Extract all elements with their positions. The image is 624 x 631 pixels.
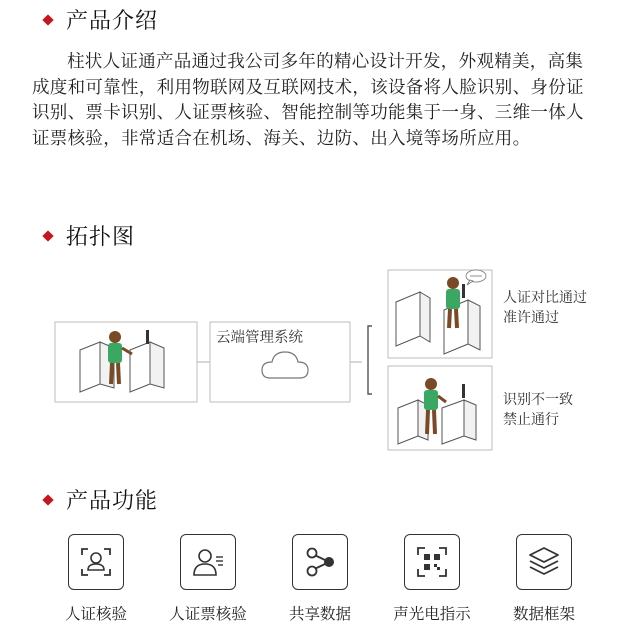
- feature-label: 共享数据: [288, 605, 351, 623]
- intro-paragraph: 柱状人证通产品通过我公司多年的精心设计开发，外观精美，高集成度和可靠性，利用物联网及互联网技术，该设备将人脸识别、身份证识别、票卡识别、人证票核验、智能控制等功能集于一身、三维一体人证票核验，非常适合在机场、海关、边防、出入境等场所应用。: [32, 52, 584, 149]
- layers-icon: [516, 534, 572, 590]
- topology-section-title: [40, 220, 135, 251]
- topology-title: 拓扑图: [66, 225, 136, 250]
- feature-face-verification: [46, 534, 146, 624]
- feature-label: 人证票核验: [169, 605, 247, 623]
- feature-label: 声光电指示: [393, 605, 471, 623]
- feature-shared-data: [270, 534, 370, 624]
- face-id-icon: [68, 534, 124, 590]
- intro-title: 产品介绍: [66, 9, 159, 34]
- fail-text-line1: 识别不一致: [503, 392, 573, 408]
- pass-text-line2: 准许通过: [503, 310, 559, 326]
- bracket-connector: [368, 326, 372, 394]
- feature-list: [40, 534, 600, 629]
- person-ticket-icon: [180, 534, 236, 590]
- diamond-bullet-icon: [42, 230, 53, 241]
- feature-label: 人证核验: [64, 605, 127, 623]
- feature-light-indicator: [382, 534, 482, 624]
- pass-text-line1: 人证对比通过: [503, 290, 587, 306]
- cloud-label: 云端管理系统: [216, 330, 303, 346]
- qr-indicator-icon: [404, 534, 460, 590]
- intro-section-title: [40, 4, 158, 35]
- share-icon: [292, 534, 348, 590]
- topology-diagram: [0, 262, 624, 462]
- feature-data-framework: [494, 534, 594, 624]
- fail-text-line2: 禁止通行: [503, 412, 559, 428]
- cloud-management-panel: [210, 322, 350, 402]
- left-gate-panel: [55, 322, 197, 402]
- features-title: 产品功能: [66, 489, 159, 514]
- feature-label: 数据框架: [512, 605, 575, 623]
- diamond-bullet-icon: [42, 494, 53, 505]
- fail-gate-panel: [388, 366, 492, 450]
- feature-person-ticket-verification: [158, 534, 258, 624]
- features-section-title: [40, 484, 158, 515]
- diamond-bullet-icon: [42, 14, 53, 25]
- pass-gate-panel: [388, 270, 492, 358]
